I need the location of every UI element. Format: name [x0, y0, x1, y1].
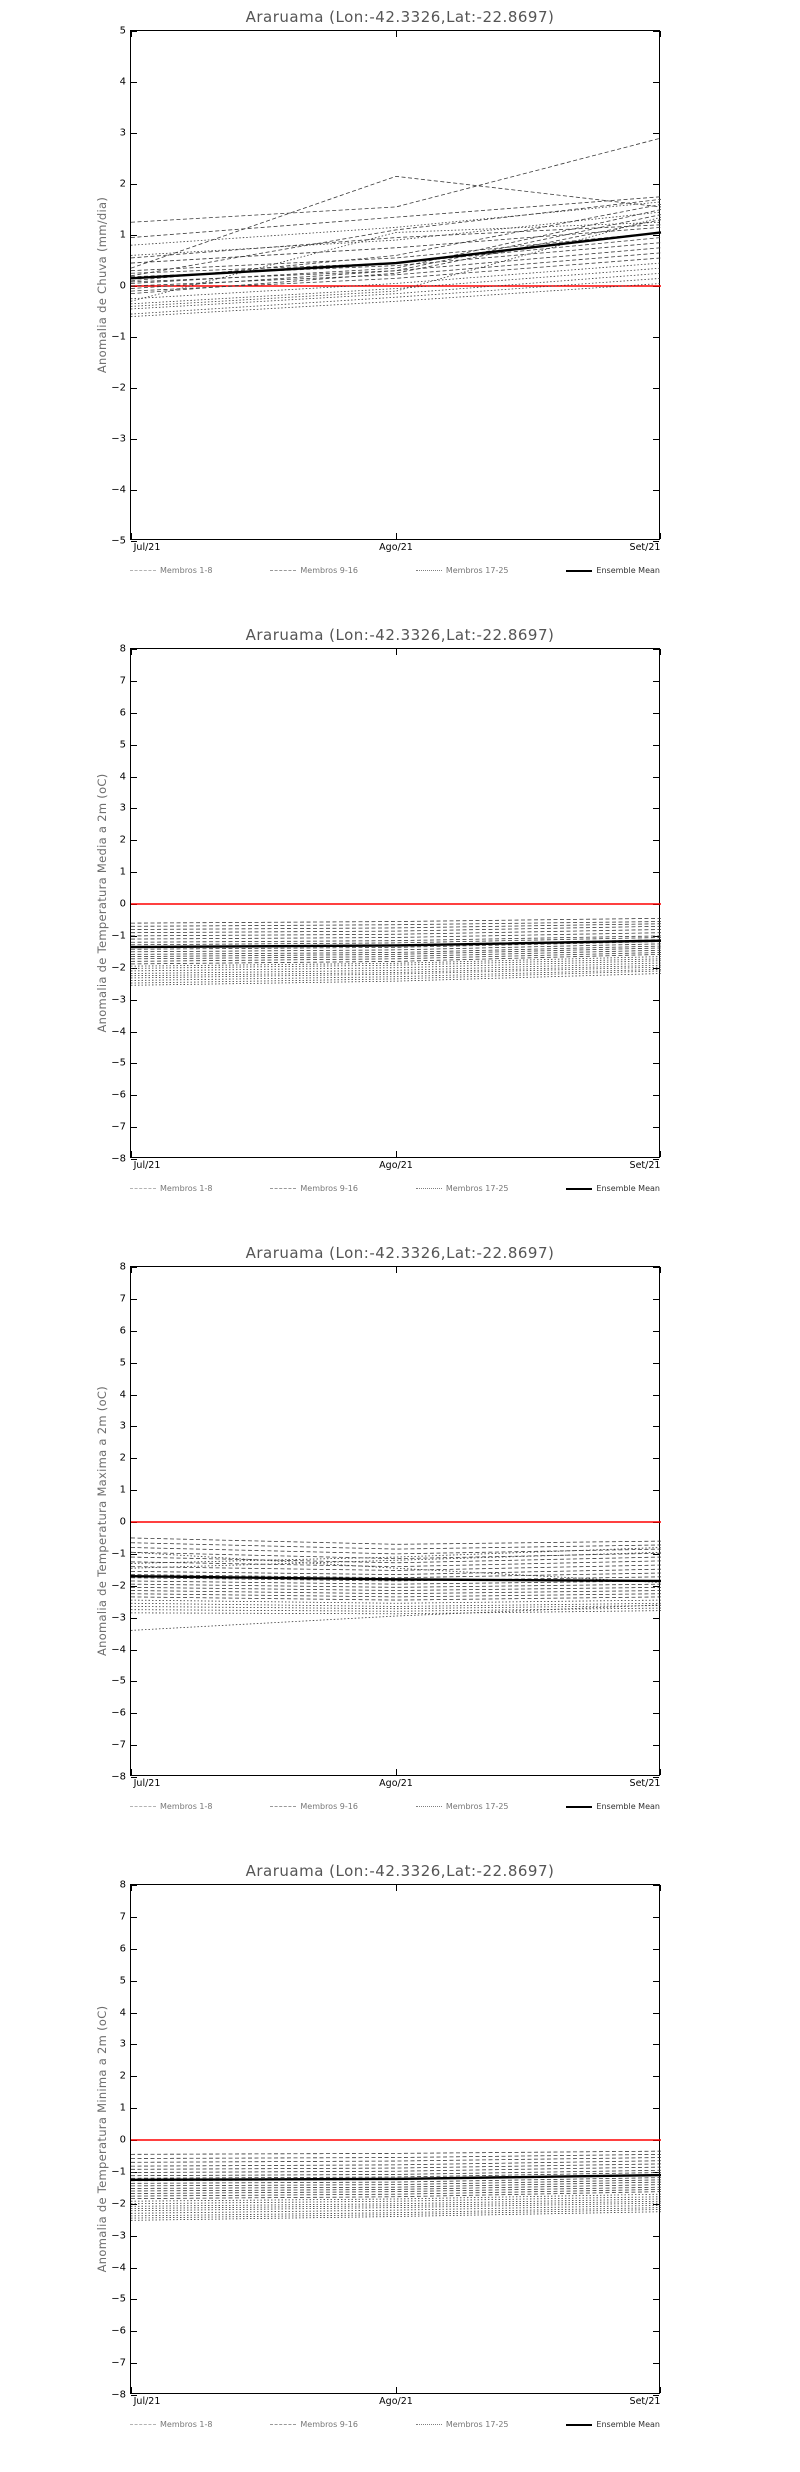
y-axis-tick-label: −2 — [111, 962, 126, 974]
member-series-line — [131, 930, 661, 936]
member-series-line — [131, 926, 661, 932]
legend-item-membros-1-8 — [130, 2420, 212, 2429]
y-axis-tick-label: 3 — [119, 1420, 126, 1432]
member-series-line — [131, 961, 661, 971]
plot-area-temp-media — [111, 643, 661, 1171]
x-axis-tick-label: Ago/21 — [379, 2396, 413, 2407]
legend-item-membros-17-25 — [416, 566, 509, 575]
y-axis-tick-label: 1 — [119, 1484, 126, 1496]
y-axis-tick-label: 1 — [119, 2102, 126, 2114]
member-series-line — [131, 1594, 661, 1597]
x-axis-tick-label: Set/21 — [629, 542, 661, 553]
y-axis-tick-label: −4 — [111, 1644, 126, 1655]
y-axis-tick-label: −7 — [111, 1739, 126, 1751]
legend-item-membros-1-8 — [130, 1802, 212, 1811]
y-axis-tick-label: 3 — [119, 127, 126, 139]
y-axis-tick-label: 7 — [119, 1293, 126, 1305]
legend-label: Ensemble Mean — [596, 566, 660, 575]
legend-swatch-icon — [130, 2424, 156, 2425]
series-canvas — [131, 31, 661, 541]
y-axis-tick-label: 7 — [119, 1911, 126, 1923]
member-series-line — [131, 1557, 661, 1563]
member-series-line — [131, 1608, 661, 1611]
legend-label: Membros 1-8 — [160, 1802, 213, 1811]
x-axis-tick-label: Ago/21 — [379, 1160, 413, 1171]
y-axis-tick-label: −5 — [111, 1675, 126, 1687]
x-axis-tick-label: Set/21 — [629, 2396, 661, 2407]
member-series-line — [131, 1603, 661, 1606]
x-axis-tick-label: Jul/21 — [133, 542, 161, 553]
member-series-line — [131, 2209, 661, 2218]
legend-item-membros-1-8 — [130, 566, 212, 575]
y-axis-tick-label: −3 — [111, 433, 126, 445]
member-series-line — [131, 1543, 661, 1549]
page-title: Araruama (Lon:-42.3326,Lat:-22.8697) — [245, 626, 555, 644]
y-axis-tick-label: 0 — [119, 2134, 126, 2146]
member-series-line — [131, 971, 661, 983]
legend-item-membros-9-16 — [270, 2420, 358, 2429]
member-series-line — [131, 963, 661, 974]
y-axis-tick-label: −2 — [111, 2198, 126, 2210]
member-series-line — [131, 2170, 661, 2175]
x-axis-tick-label: Jul/21 — [133, 1778, 161, 1789]
y-axis-label-wrap — [92, 648, 112, 1158]
y-axis-tick-label: −2 — [111, 382, 126, 394]
member-series-line — [131, 2208, 661, 2216]
legend-item-ensemble-mean — [566, 1802, 660, 1811]
chart-panel-temp-minima — [0, 1854, 800, 2472]
y-axis-tick-label: −7 — [111, 1121, 126, 1133]
member-series-line — [131, 1548, 661, 1554]
page-title: Araruama (Lon:-42.3326,Lat:-22.8697) — [245, 1862, 555, 1880]
member-series-line — [131, 1611, 661, 1614]
legend-label: Ensemble Mean — [596, 2420, 660, 2429]
legend-swatch-icon — [566, 2424, 592, 2426]
legend-label: Membros 1-8 — [160, 1184, 213, 1193]
y-axis-tick-label: 0 — [119, 898, 126, 910]
member-series-line — [131, 253, 661, 286]
member-series-line — [131, 1584, 661, 1587]
y-axis-tick-label: −7 — [111, 2357, 126, 2369]
plot-area-chuva — [111, 25, 661, 553]
y-axis-tick-label: 1 — [119, 229, 126, 241]
member-series-line — [131, 1569, 661, 1574]
x-axis-tick-label: Set/21 — [629, 1778, 661, 1789]
legend-item-membros-9-16 — [270, 1184, 358, 1193]
member-series-line — [131, 1591, 661, 1594]
legend-swatch-icon — [270, 570, 296, 571]
x-axis-tick-label: Jul/21 — [133, 1160, 161, 1171]
y-axis-tick-label: −3 — [111, 1612, 126, 1624]
y-axis-tick-label: 4 — [119, 2007, 126, 2018]
member-series-line — [131, 283, 661, 316]
y-axis-tick-label: −1 — [111, 930, 126, 942]
y-axis-tick-label: 3 — [119, 2038, 126, 2050]
y-axis-tick-label: −8 — [111, 1153, 126, 1165]
legend-swatch-icon — [416, 1188, 442, 1189]
series-canvas — [131, 649, 661, 1159]
y-axis-tick-label: 5 — [119, 1975, 126, 1987]
legend-swatch-icon — [566, 1188, 592, 1190]
member-series-line — [131, 1587, 661, 1590]
y-axis-tick-label: −1 — [111, 331, 126, 343]
legend-label: Membros 17-25 — [445, 1184, 509, 1193]
member-series-line — [131, 2212, 661, 2221]
y-axis-tick-label: 3 — [119, 802, 126, 814]
y-axis-tick-label: −6 — [111, 2325, 126, 2337]
legend-label: Ensemble Mean — [596, 1184, 660, 1193]
plot-area-temp-maxima — [111, 1261, 661, 1789]
member-series-line — [131, 263, 661, 299]
y-axis-tick-label: 7 — [119, 675, 126, 687]
legend-temp-minima — [130, 2420, 660, 2429]
x-axis-tick-label: Set/21 — [629, 1160, 661, 1171]
member-series-line — [131, 2201, 661, 2208]
legend-item-membros-17-25 — [416, 2420, 509, 2429]
member-series-line — [131, 969, 661, 980]
legend-label: Membros 9-16 — [300, 566, 358, 575]
x-axis-tick-label: Ago/21 — [379, 542, 413, 553]
legend-item-ensemble-mean — [566, 2420, 660, 2429]
y-axis-tick-label: 8 — [119, 1879, 126, 1891]
member-series-line — [131, 2203, 661, 2211]
legend-swatch-icon — [270, 2424, 296, 2425]
member-series-line — [131, 1538, 661, 1544]
legend-temp-maxima — [130, 1802, 660, 1811]
ensemble-mean-line — [131, 232, 661, 278]
y-axis-tick-label: −4 — [111, 1026, 126, 1037]
legend-swatch-icon — [416, 570, 442, 571]
y-axis-tick-label: −8 — [111, 1771, 126, 1783]
legend-item-membros-17-25 — [416, 1184, 509, 1193]
legend-label: Ensemble Mean — [596, 1802, 660, 1811]
y-axis-tick-label: 2 — [119, 834, 126, 846]
member-series-line — [131, 1606, 661, 1609]
y-axis-label-wrap — [92, 30, 112, 540]
chart-panel-temp-maxima — [0, 1236, 800, 1854]
y-axis-tick-label: −1 — [111, 1548, 126, 1560]
y-axis-tick-label: −5 — [111, 2293, 126, 2305]
legend-label: Membros 17-25 — [445, 2420, 509, 2429]
member-series-line — [131, 2154, 661, 2158]
y-axis-tick-label: −5 — [111, 535, 126, 547]
y-axis-tick-label: 0 — [119, 1516, 126, 1528]
page-title: Araruama (Lon:-42.3326,Lat:-22.8697) — [245, 8, 555, 26]
legend-label: Membros 9-16 — [300, 2420, 358, 2429]
y-axis-label: Anomalia de Chuva (mm/dia) — [95, 196, 109, 374]
member-series-line — [131, 1561, 661, 1567]
y-axis-tick-label: 4 — [119, 1389, 126, 1400]
member-series-line — [131, 2151, 661, 2154]
legend-label: Membros 1-8 — [160, 566, 213, 575]
legend-label: Membros 9-16 — [300, 1802, 358, 1811]
y-axis-tick-label: 2 — [119, 178, 126, 190]
member-series-line — [131, 238, 661, 274]
member-series-line — [131, 1548, 661, 1564]
series-canvas — [131, 1885, 661, 2395]
member-series-line — [131, 248, 661, 282]
member-series-line — [131, 1605, 661, 1631]
y-axis-tick-label: −3 — [111, 2230, 126, 2242]
legend-swatch-icon — [270, 1806, 296, 1807]
legend-swatch-icon — [130, 1188, 156, 1189]
legend-item-membros-9-16 — [270, 566, 358, 575]
legend-label: Membros 9-16 — [300, 1184, 358, 1193]
y-axis-tick-label: 8 — [119, 643, 126, 655]
y-axis-tick-label: −8 — [111, 2389, 126, 2401]
member-series-line — [131, 924, 661, 930]
y-axis-tick-label: 6 — [119, 1943, 126, 1955]
y-axis-tick-label: 8 — [119, 1261, 126, 1273]
y-axis-tick-label: −3 — [111, 994, 126, 1006]
y-axis-tick-label: 2 — [119, 2070, 126, 2082]
legend-swatch-icon — [566, 570, 592, 572]
y-axis-tick-label: 5 — [119, 25, 126, 37]
x-axis-tick-label: Ago/21 — [379, 1778, 413, 1789]
y-axis-label-wrap — [92, 1884, 112, 2394]
legend-item-membros-9-16 — [270, 1802, 358, 1811]
legend-item-membros-1-8 — [130, 1184, 212, 1193]
y-axis-label-wrap — [92, 1266, 112, 1776]
legend-temp-media — [130, 1184, 660, 1193]
legend-swatch-icon — [416, 2424, 442, 2425]
member-series-line — [131, 2199, 661, 2206]
chart-panel-chuva — [0, 0, 800, 618]
legend-swatch-icon — [566, 1806, 592, 1808]
chart-panel-temp-media — [0, 618, 800, 1236]
legend-label: Membros 1-8 — [160, 2420, 213, 2429]
y-axis-tick-label: −1 — [111, 2166, 126, 2178]
legend-swatch-icon — [130, 570, 156, 571]
y-axis-tick-label: 5 — [119, 739, 126, 751]
member-series-line — [131, 1600, 661, 1603]
y-axis-tick-label: 2 — [119, 1452, 126, 1464]
member-series-line — [131, 1552, 661, 1558]
y-axis-tick-label: −5 — [111, 1057, 126, 1069]
member-series-line — [131, 2205, 661, 2213]
legend-swatch-icon — [270, 1188, 296, 1189]
y-axis-tick-label: 6 — [119, 1325, 126, 1337]
legend-label: Membros 17-25 — [445, 566, 509, 575]
member-series-line — [131, 278, 661, 314]
legend-swatch-icon — [130, 1806, 156, 1807]
y-axis-tick-label: −2 — [111, 1580, 126, 1592]
legend-item-membros-17-25 — [416, 1802, 509, 1811]
legend-item-ensemble-mean — [566, 566, 660, 575]
plot-area-temp-minima — [111, 1879, 661, 2407]
y-axis-tick-label: 4 — [119, 76, 126, 88]
y-axis-tick-label: −6 — [111, 1707, 126, 1719]
y-axis-tick-label: 1 — [119, 866, 126, 878]
y-axis-tick-label: 0 — [119, 280, 126, 292]
legend-label: Membros 17-25 — [445, 1802, 509, 1811]
member-series-line — [131, 933, 661, 939]
y-axis-label: Anomalia de Temperatura Minima a 2m (oC) — [95, 2005, 109, 2273]
member-series-line — [131, 973, 661, 985]
y-axis-tick-label: 5 — [119, 1357, 126, 1369]
y-axis-tick-label: −6 — [111, 1089, 126, 1101]
member-series-line — [131, 967, 661, 978]
legend-chuva — [130, 566, 660, 575]
member-series-line — [131, 1565, 661, 1570]
y-axis-tick-label: 4 — [119, 771, 126, 782]
page-title: Araruama (Lon:-42.3326,Lat:-22.8697) — [245, 1244, 555, 1262]
legend-item-ensemble-mean — [566, 1184, 660, 1193]
member-series-line — [131, 965, 661, 976]
y-axis-label: Anomalia de Temperatura Maxima a 2m (oC) — [95, 1385, 109, 1657]
y-axis-tick-label: −4 — [111, 484, 126, 496]
y-axis-label: Anomalia de Temperatura Media a 2m (oC) — [95, 773, 109, 1033]
x-axis-tick-label: Jul/21 — [133, 2396, 161, 2407]
legend-swatch-icon — [416, 1806, 442, 1807]
member-series-line — [131, 1597, 661, 1600]
y-axis-tick-label: 6 — [119, 707, 126, 719]
y-axis-tick-label: −4 — [111, 2262, 126, 2273]
series-canvas — [131, 1267, 661, 1777]
